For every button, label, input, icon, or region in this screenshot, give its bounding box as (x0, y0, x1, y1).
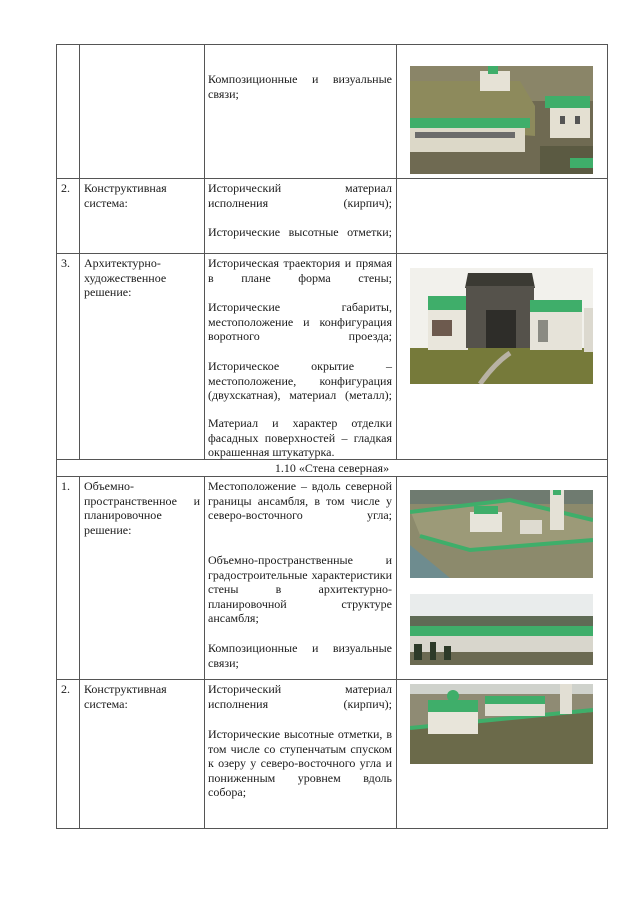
row-item-text: Исторические высотные отметки; (208, 225, 392, 239)
column-divider (204, 476, 205, 829)
table-border-left (56, 44, 57, 829)
row-item-text: Исторический материал исполнения (кирпич); (208, 181, 392, 210)
row-item-text: Исторический материал исполнения (кирпич); (208, 682, 392, 711)
row-divider (56, 476, 608, 477)
column-divider (79, 476, 80, 829)
gate-passage-photo (410, 268, 593, 384)
row-item-text: Композиционные и визуальные связи; (208, 641, 392, 670)
row-label: Конструктивная система: (84, 682, 167, 711)
row-item-text: Историческое окрытие – местоположение, конфигурация (двухскатная), материал (металл); (208, 359, 392, 403)
row-divider (56, 253, 608, 254)
column-divider (79, 44, 80, 459)
monument-features-table (56, 44, 608, 829)
column-divider (396, 44, 397, 459)
row-item-text: Композиционные и визуальные связи; (208, 72, 392, 101)
row-item-text: Историческая траектория и прямая в плане форма стены; (208, 256, 392, 285)
row-item-text: Исторические габариты, местоположение и конфигурация воротного проезда; (208, 300, 392, 344)
column-divider (396, 476, 397, 829)
section-title: 1.10 «Стена северная» (274, 461, 390, 475)
row-item-text: Материал и характер отделки фасадных поверхностей – гладкая окрашенная штукатурка. (208, 416, 392, 460)
row-item-text: Объемно-пространственные и градостроительные характеристики стены в архитектурно-планировочной структуре ансамбля; (208, 553, 392, 626)
row-label: Архитектурно-художественное решение: (84, 256, 167, 300)
cathedral-wall-aerial-photo (410, 684, 593, 764)
row-label: Объемно-пространственное и планировочное решение: (84, 479, 200, 537)
row-number: 3. (61, 256, 70, 270)
row-item-text: Исторические высотные отметки, в том числе со ступенчатым спуском к озеру у северо-восточного угла и пониженным уровнем вдоль собора; (208, 727, 392, 800)
north-wall-aerial-photo (410, 490, 593, 578)
table-border-bottom (56, 828, 608, 829)
row-item-text: Местоположение – вдоль северной границы ансамбля, в том числе у северо-восточного угла; (208, 479, 392, 523)
north-wall-distant-photo (410, 594, 593, 665)
row-number: 2. (61, 682, 70, 696)
row-divider (56, 178, 608, 179)
table-border-top (56, 44, 608, 45)
row-number: 1. (61, 479, 70, 493)
column-divider (204, 44, 205, 459)
row-number: 2. (61, 181, 70, 195)
monastery-aerial-photo (410, 66, 593, 174)
row-label: Конструктивная система: (84, 181, 167, 210)
table-border-right (607, 44, 608, 829)
row-divider (56, 679, 608, 680)
